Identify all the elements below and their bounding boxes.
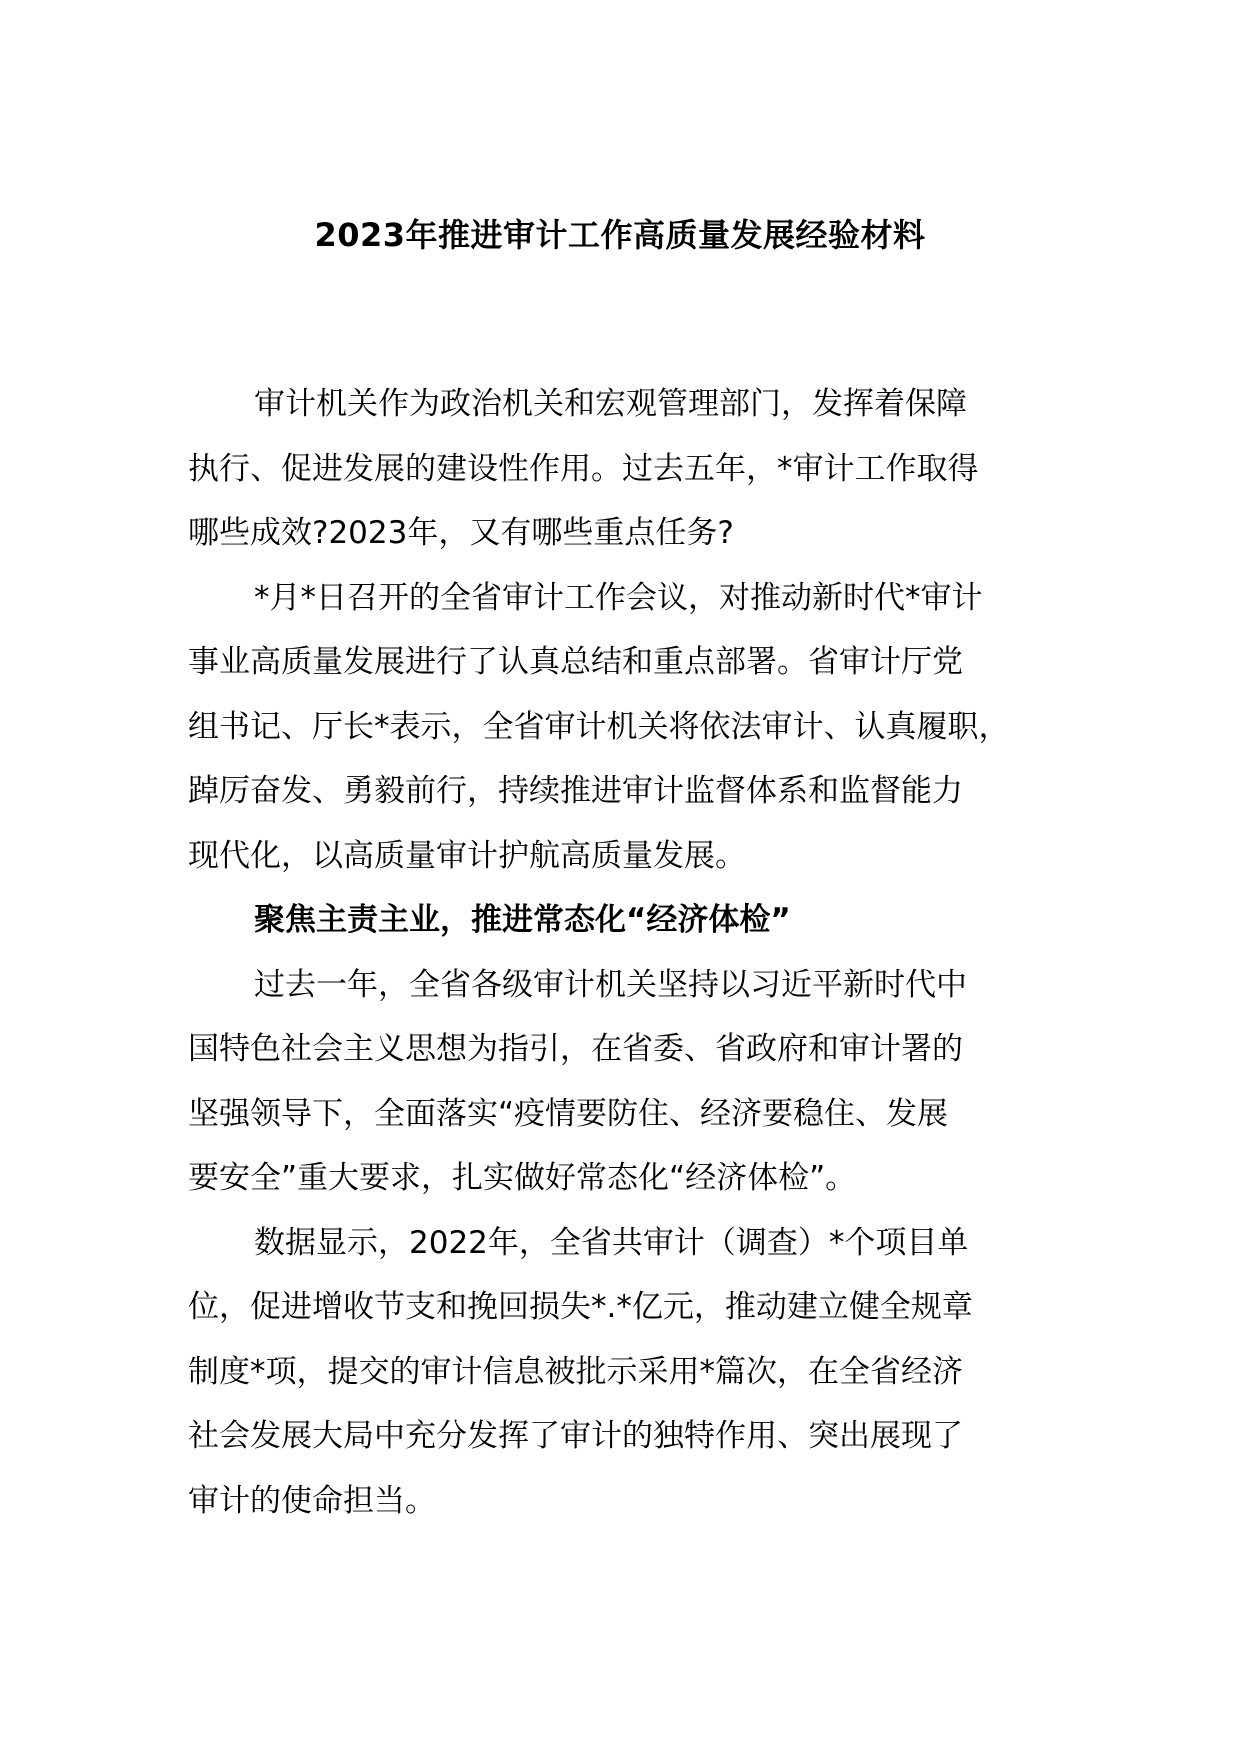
text-line: 组书记、厅长*表示，全省审计机关将依法审计、认真履职， <box>188 708 1010 745</box>
document-body <box>188 372 1068 1533</box>
paragraph-intro <box>188 372 1068 566</box>
text-line: 审计机关作为政治机关和宏观管理部门，发挥着保障 <box>254 386 967 422</box>
text-line: 制度*项，提交的审计信息被批示采用*篇次，在全省经济 <box>188 1353 963 1390</box>
paragraph-statistics <box>188 1211 1068 1534</box>
text-line: 现代化，以高质量审计护航高质量发展。 <box>188 837 746 874</box>
text-line: 过去一年，全省各级审计机关坚持以习近平新时代中 <box>254 966 967 1003</box>
text-line: 审计的使命担当。 <box>188 1482 436 1519</box>
section-heading: 聚焦主责主业，推进常态化“经济体检” <box>254 902 791 938</box>
text-line: 社会发展大局中充分发挥了审计的独特作用、突出展现了 <box>188 1418 963 1454</box>
text-line: 哪些成效?2023年，又有哪些重点任务? <box>188 515 734 551</box>
text-line: 位，促进增收节支和挽回损失*.*亿元，推动建立健全规章 <box>188 1289 973 1325</box>
text-line: 事业高质量发展进行了认真总结和重点部署。省审计厅党 <box>188 644 963 680</box>
paragraph-past-year <box>188 953 1068 1211</box>
document-title: 2023年推进审计工作高质量发展经验材料 <box>314 216 926 254</box>
text-line: 踔厉奋发、勇毅前行，持续推进审计监督体系和监督能力 <box>188 773 963 809</box>
text-line: *月*日召开的全省审计工作会议，对推动新时代*审计 <box>254 579 983 616</box>
paragraph-meeting <box>188 566 1068 889</box>
text-line: 数据显示，2022年，全省共审计（调查）*个项目单 <box>254 1224 969 1261</box>
text-line: 坚强领导下，全面落实“疫情要防住、经济要稳住、发展 <box>188 1095 949 1132</box>
text-line: 要安全”重大要求，扎实做好常态化“经济体检”。 <box>188 1160 857 1196</box>
text-line: 国特色社会主义思想为指引，在省委、省政府和审计署的 <box>188 1031 963 1067</box>
text-line: 执行、促进发展的建设性作用。过去五年，*审计工作取得 <box>188 450 979 487</box>
